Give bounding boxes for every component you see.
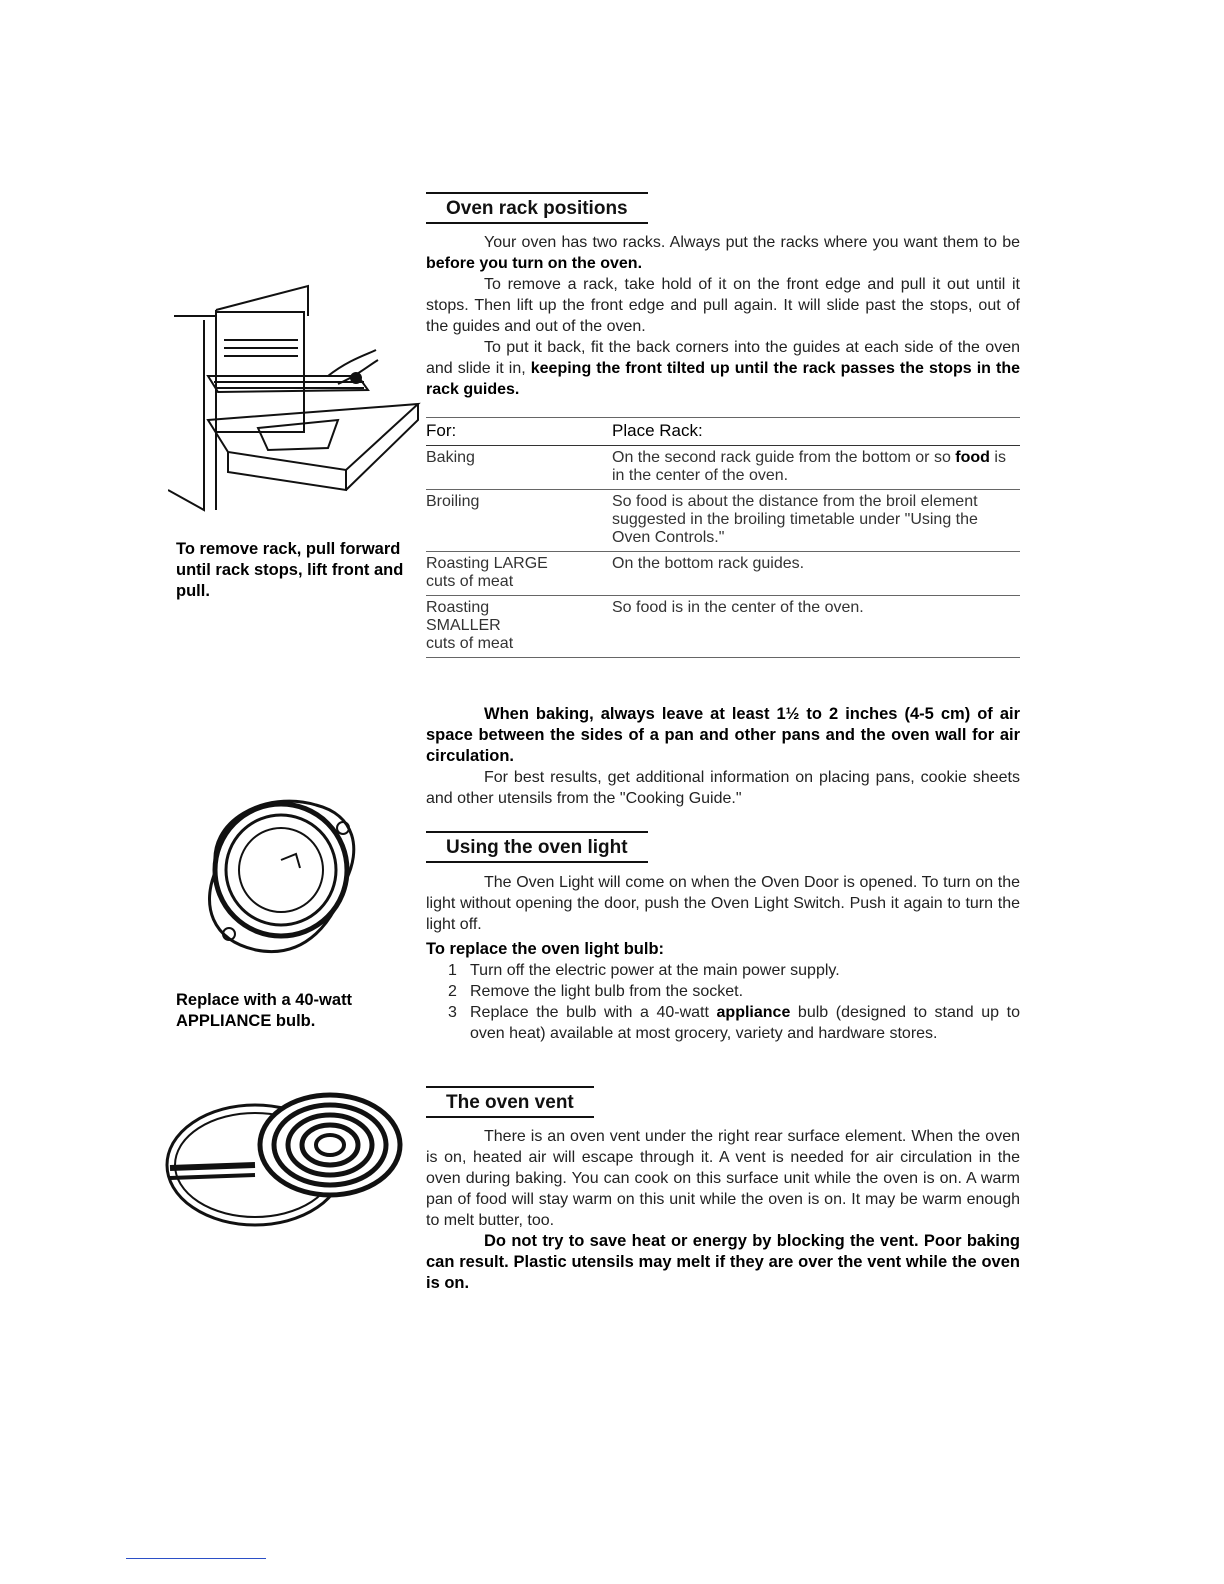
replace-bulb-steps (426, 960, 1020, 1044)
rack-section-heading: Oven rack positions (426, 192, 648, 224)
cooking-guide-note: For best results, get additional information on placing pans, cookie sheets and other utensils from the "Cooking Guide." (426, 769, 1020, 807)
rack-paragraph-3: To put it back, fit the back corners into the guides at each side of the oven and slide it in, keeping the front tilted up until the rack passes the stops in the rack guides. (426, 339, 1020, 398)
vent-paragraph: There is an oven vent under the right rear surface element. When the oven is on, heated air will escape through it. A vent is needed for air circulation in the oven during baking. You can cook on this surface unit while the oven is on. A warm pan of food will stay warm on this unit while the oven is on. It may be warm enough to melt butter, too. (426, 1128, 1020, 1229)
rack-paragraph-1: Your oven has two racks. Always put the racks where you want them to be before you turn on the oven. (426, 234, 1020, 272)
light-paragraph: The Oven Light will come on when the Oven Door is opened. To turn on the light without opening the door, push the Oven Light Switch. Push it again to turn the light off. (426, 874, 1020, 933)
vent-warning: Do not try to save heat or energy by blocking the vent. Poor baking can result. Plastic utensils may melt if they are over the vent while the oven is on. (426, 1232, 1020, 1292)
row-place: On the second rack guide from the bottom or so food is in the center of the oven. (612, 449, 1006, 484)
row-for: Roasting SMALLER cuts of meat (426, 599, 514, 652)
rack-paragraph-2: To remove a rack, take hold of it on the front edge and pull it out until it stops. Then lift up the front edge and pull again. It will slide past the stops, out of the guides and out of the oven. (426, 276, 1020, 335)
replace-bulb-subheading: To replace the oven light bulb: (426, 940, 665, 958)
list-item: 1 Turn off the electric power at the main power supply. (448, 962, 840, 979)
footer-rule (126, 1558, 266, 1559)
vent-section-body (426, 1126, 1020, 1294)
light-section-body (426, 872, 1020, 1044)
vent-section-heading: The oven vent (426, 1086, 594, 1118)
row-for: Roasting LARGE cuts of meat (426, 555, 548, 590)
oven-rack-illustration (168, 280, 428, 530)
light-section-heading: Using the oven light (426, 831, 648, 863)
table-row (426, 596, 1020, 658)
row-place: So food is in the center of the oven. (612, 599, 864, 616)
table-row (426, 552, 1020, 596)
oven-light-bulb-illustration (196, 790, 366, 960)
row-for: Baking (426, 449, 475, 466)
rack-notes (426, 704, 1020, 809)
rack-section-body (426, 232, 1020, 400)
table-row (426, 490, 1020, 552)
bulb-caption: Replace with a 40-watt APPLIANCE bulb. (176, 991, 353, 1030)
list-item: 3 Replace the bulb with a 40-watt appliance bulb (designed to stand up to oven heat) available at most grocery, variety and hardware stores. (448, 1004, 1021, 1042)
header-place-rack: Place Rack: (612, 421, 703, 440)
row-place: So food is about the distance from the broil element suggested in the broiling timetable under "Using the Oven Controls." (612, 493, 978, 546)
row-place: On the bottom rack guides. (612, 555, 805, 572)
table-row (426, 446, 1020, 490)
table-header-row (426, 418, 1020, 446)
rack-placement-table (426, 417, 1020, 658)
surface-element-vent-illustration (160, 1090, 410, 1240)
baking-spacing-note: When baking, always leave at least 1½ to 2 inches (4-5 cm) of air space between the sides of a pan and other pans and the oven wall for air circulation. (426, 705, 1020, 765)
rack-caption: To remove rack, pull forward until rack stops, lift front and pull. (176, 540, 404, 600)
row-for: Broiling (426, 493, 480, 510)
header-for: For: (426, 421, 457, 440)
list-item: 2 Remove the light bulb from the socket. (448, 983, 744, 1000)
